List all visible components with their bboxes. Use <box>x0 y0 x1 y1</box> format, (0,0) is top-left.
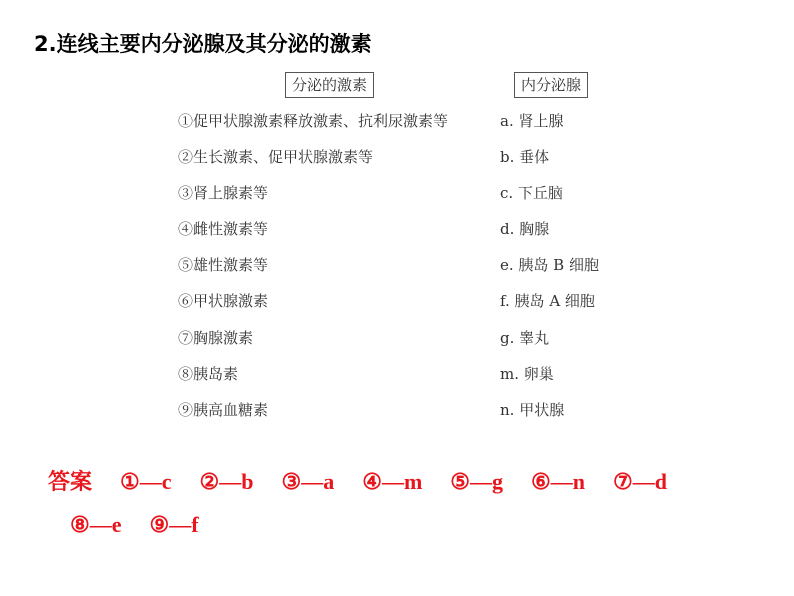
hormones-column-header: 分泌的激素 <box>285 72 374 98</box>
answer-pair: ⑤—g <box>450 469 504 494</box>
answer-pair: ②—b <box>199 469 254 494</box>
gland-item: a. 肾上腺 <box>500 112 564 130</box>
gland-item: g. 睾丸 <box>500 329 550 347</box>
gland-item: f. 胰岛 A 细胞 <box>500 292 595 310</box>
gland-item: e. 胰岛 B 细胞 <box>500 256 599 274</box>
hormone-item: ⑦胸腺激素 <box>178 329 254 347</box>
hormone-item: ③肾上腺素等 <box>178 184 269 202</box>
hormone-item: ②生长激素、促甲状腺激素等 <box>178 148 374 166</box>
gland-item: m. 卵巢 <box>500 365 554 383</box>
answer-pair: ⑥—n <box>531 469 585 494</box>
hormone-item: ④雌性激素等 <box>178 220 269 238</box>
gland-item: n. 甲状腺 <box>500 401 565 419</box>
answer-pair: ⑧—e <box>70 512 122 537</box>
gland-item: b. 垂体 <box>500 148 550 166</box>
hormone-item: ①促甲状腺激素释放激素、抗利尿激素等 <box>178 112 449 130</box>
hormone-item: ⑥甲状腺激素 <box>178 292 269 310</box>
answer-pair: ④—m <box>362 469 423 494</box>
answer-pair: ⑦—d <box>612 469 667 494</box>
gland-item: d. 胸腺 <box>500 220 550 238</box>
answer-line-1 <box>48 465 667 496</box>
hormone-item: ⑤雄性激素等 <box>178 256 269 274</box>
answer-pair: ⑨—f <box>149 512 199 537</box>
question-title: 2.连线主要内分泌腺及其分泌的激素 <box>34 32 372 56</box>
gland-item: c. 下丘脑 <box>500 184 563 202</box>
answer-pair: ①—c <box>120 469 172 494</box>
answer-label: 答案 <box>48 470 93 495</box>
hormone-item: ⑨胰高血糖素 <box>178 401 269 419</box>
hormone-item: ⑧胰岛素 <box>178 365 239 383</box>
glands-column-header: 内分泌腺 <box>514 72 588 98</box>
answer-line-2 <box>70 512 199 538</box>
answer-pair: ③—a <box>281 469 335 494</box>
